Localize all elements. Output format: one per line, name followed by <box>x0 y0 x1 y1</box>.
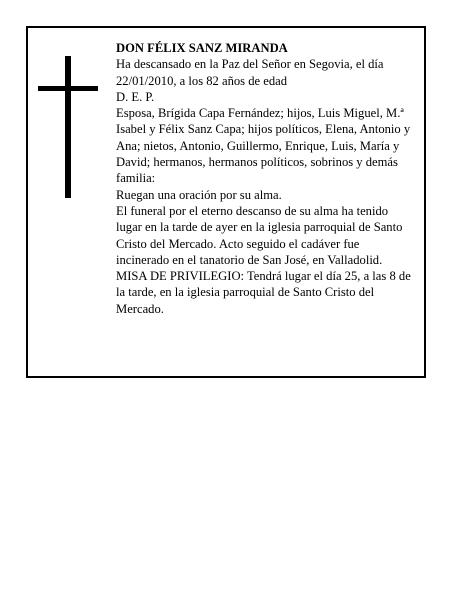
death-statement: Ha descansado en la Paz del Señor en Segovia, el día 22/01/2010, a los 82 años de edad <box>116 57 384 88</box>
cross-vertical-bar <box>65 56 71 198</box>
prayer-request: Ruegan una oración por su alma. <box>116 187 282 202</box>
cross-horizontal-bar <box>38 86 98 91</box>
funeral-info: El funeral por el eterno descanso de su alma ha tenido lugar en la tarde de ayer en la iglesia parroquial de Santo Cristo del Mercado. Acto seguido el cadáver fue incinerado en el tanatorio de San José, en Valladolid. <box>116 203 403 267</box>
obituary-notice <box>26 26 426 378</box>
latin-cross-icon <box>38 56 98 198</box>
deceased-name: DON FÉLIX SANZ MIRANDA <box>116 41 288 55</box>
obituary-text <box>116 40 412 317</box>
family-list: Esposa, Brígida Capa Fernández; hijos, Luis Miguel, M.ª Isabel y Félix Sanz Capa; hijos políticos, Elena, Antonio y Ana; nietos, Antonio, Guillermo, Enrique, Luis, María y David; hermanos, hermanos políticos, sobrinos y demás familia: <box>116 106 411 186</box>
mass-info: MISA DE PRIVILEGIO: Tendrá lugar el día 25, a las 8 de la tarde, en la iglesia parroquial de Santo Cristo del Mercado. <box>116 269 411 316</box>
rest-in-peace: D. E. P. <box>116 89 155 104</box>
